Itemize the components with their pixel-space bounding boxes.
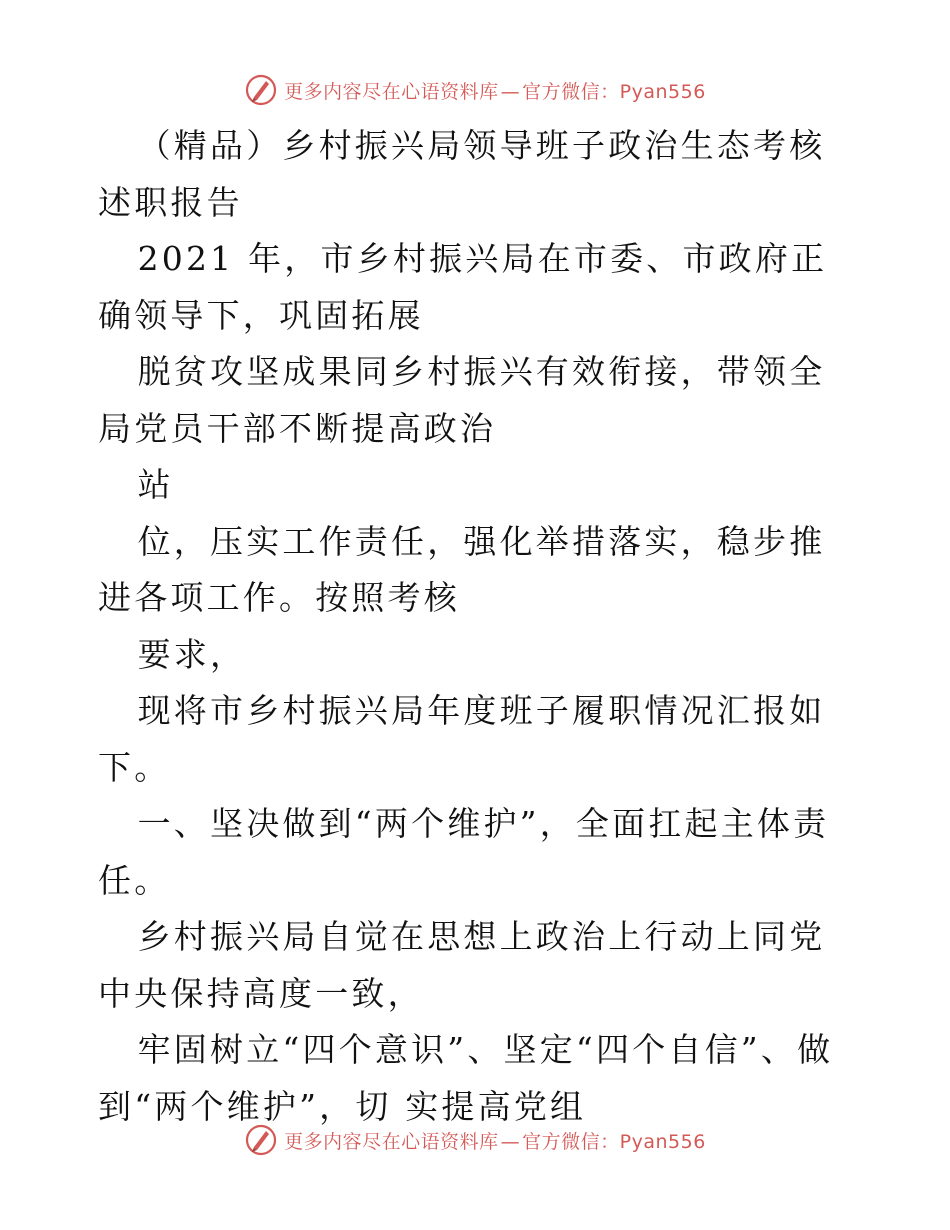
banner-separator: —	[500, 1130, 521, 1153]
paragraph: 现将市乡村振兴局年度班子履职情况汇报如下。	[98, 691, 826, 787]
banner-left-text: 更多内容尽在心语资料库	[284, 80, 499, 103]
banner-right-text: 官方微信：Pyan556	[522, 80, 706, 103]
document-body	[98, 118, 858, 1135]
paragraph: 站	[137, 465, 174, 504]
banner-left-text: 更多内容尽在心语资料库	[284, 1130, 499, 1153]
pen-logo-icon	[244, 73, 278, 107]
paragraph: 位，压实工作责任，强化举措落实，稳步推进各项工作。按照考核	[98, 521, 826, 617]
paragraph: 2021 年，市乡村振兴局在市委、市政府正确领导下，巩固拓展	[98, 239, 828, 335]
paragraph: 要求，	[137, 634, 247, 674]
banner-text	[284, 77, 706, 104]
paragraph: 牢固树立“四个意识”、坚定“四个自信”、做到“两个维护”，切 实提高党组	[98, 1030, 834, 1126]
paragraph: 乡村振兴局自觉在思想上政治上行动上同党中央保持高度一致，	[98, 917, 826, 1013]
footer-watermark-banner	[0, 1120, 950, 1160]
header-watermark-banner	[0, 70, 950, 110]
section-heading: 一、坚决做到“两个维护”，全面扛起主体责任。	[98, 804, 830, 900]
banner-right-text: 官方微信：Pyan556	[522, 1130, 706, 1153]
paragraph: 脱贫攻坚成果同乡村振兴有效衔接，带领全局党员干部不断提高政治	[98, 352, 826, 448]
pen-logo-icon	[244, 1123, 278, 1157]
document-title: （精品）乡村振兴局领导班子政治生态考核述职报告	[98, 126, 826, 222]
banner-text	[284, 1127, 706, 1154]
banner-separator: —	[500, 80, 521, 103]
